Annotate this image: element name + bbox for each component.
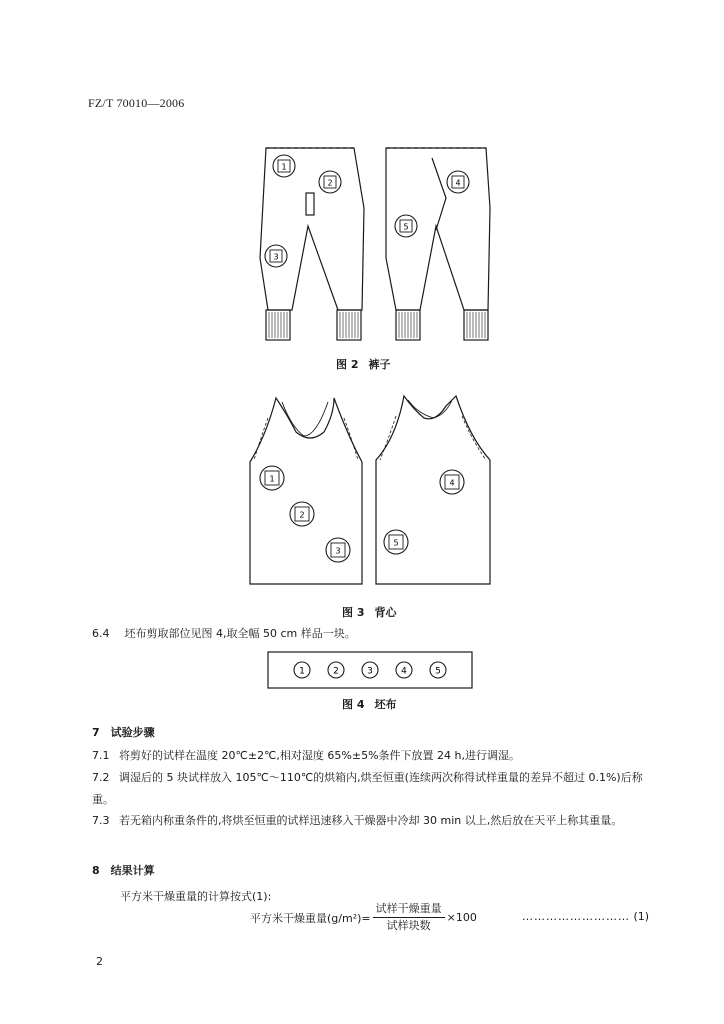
vest-sample-marker-5 [384,530,408,554]
figure-4-title: 坯布 [374,698,397,711]
vest-sample-marker-3 [326,538,350,562]
section-7-2-text: 调湿后的 5 块试样放入 105℃～110℃的烘箱内,烘至恒重(连续两次称得试样重量的差异不超过 0.1%)后称重。 [92,771,643,806]
figure-2-trousers [240,138,510,348]
svg-text:4: 4 [449,478,455,488]
figure-3-caption [342,604,396,620]
svg-text:4: 4 [455,178,461,188]
svg-text:5: 5 [435,666,441,677]
svg-text:1: 1 [281,162,287,172]
svg-text:2: 2 [327,178,333,188]
formula-equation-number: (1) [633,910,650,923]
page-number: 2 [96,955,103,968]
section-6-4 [92,625,356,641]
formula-multiplier: ×100 [446,911,477,924]
fabric-marker-4 [396,662,412,678]
vest-sample-marker-4 [440,470,464,494]
fabric-diagram [267,651,473,689]
svg-text:3: 3 [335,546,341,556]
section-7-3 [92,810,652,832]
section-7-1-text: 将剪好的试样在温度 20℃±2℃,相对湿度 65%±5%条件下放置 24 h,进行调湿。 [119,749,520,762]
fabric-marker-5 [430,662,446,678]
vest-diagram [240,388,500,594]
section-7-3-text: 若无箱内称重条件的,将烘至恒重的试样迅速移入干燥器中冷却 30 min 以上,然后放在天平上称其重量。 [119,814,623,827]
formula-fraction [373,902,445,933]
figure-2-caption [336,356,390,372]
trousers-diagram [240,138,510,348]
dry-weight-formula [250,902,477,933]
svg-text:2: 2 [333,666,339,677]
fabric-marker-3 [362,662,378,678]
section-7-2 [92,767,652,811]
section-8-heading: 8 结果计算 [92,864,155,877]
vest-sample-marker-1 [260,466,284,490]
figure-4-caption [342,696,396,712]
sample-marker-5 [395,215,417,237]
figure-4-label: 图 4 [342,698,365,711]
svg-text:3: 3 [367,666,373,677]
fabric-marker-2 [328,662,344,678]
fabric-marker-1 [294,662,310,678]
section-7-1-number: 7.1 [92,749,110,762]
formula-denominator: 试样块数 [386,919,431,932]
svg-text:3: 3 [273,252,279,262]
sample-marker-1 [273,155,295,177]
figure-3-label: 图 3 [342,606,365,619]
section-7-heading: 7 试验步骤 [92,726,155,739]
sample-marker-4 [447,171,469,193]
figure-2-title: 裤子 [368,358,391,371]
section-6-4-text: 坯布剪取部位见图 4,取全幅 50 cm 样品一块。 [124,627,356,640]
formula-leader: ……………………… [522,910,630,923]
svg-text:2: 2 [299,510,305,520]
figure-3-title: 背心 [374,606,397,619]
back-vest-outline [376,396,490,584]
section-6-4-number: 6.4 [92,627,110,640]
section-8-intro: 平方米干燥重量的计算按式(1): [120,890,272,903]
vest-sample-marker-2 [290,502,314,526]
standard-code-header: FZ/T 70010—2006 [88,96,185,110]
svg-text:1: 1 [299,666,305,677]
figure-3-vest [240,388,500,594]
formula-leader-dots [522,910,649,923]
section-7-3-number: 7.3 [92,814,110,827]
formula-lhs: 平方米干燥重量(g/m²)= [250,911,371,925]
front-trousers-fly [306,193,314,215]
svg-text:1: 1 [269,474,275,484]
svg-text:5: 5 [403,222,409,232]
back-trousers-dart [432,158,446,230]
figure-2-label: 图 2 [336,358,359,371]
formula-numerator: 试样干燥重量 [373,902,445,918]
svg-text:5: 5 [393,538,399,548]
section-7-2-number: 7.2 [92,771,110,784]
back-trousers-outline [386,148,490,310]
figure-4-grey-fabric [267,651,473,689]
section-7-1 [92,745,652,767]
svg-text:4: 4 [401,666,407,677]
sample-marker-2 [319,171,341,193]
sample-marker-3 [265,245,287,267]
